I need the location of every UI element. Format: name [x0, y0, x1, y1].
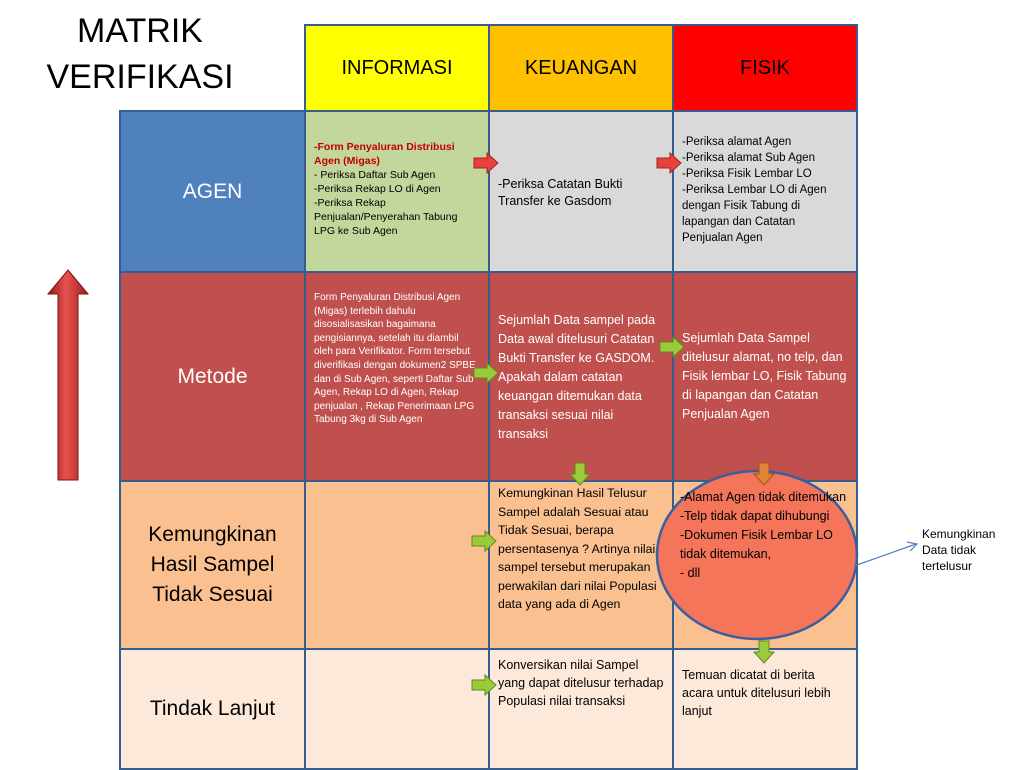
- row-label-tindak-text: Tindak Lanjut: [149, 697, 276, 720]
- header-fisik: [672, 24, 858, 112]
- kemungkinan-fisik-text: [676, 488, 860, 583]
- tindak-fisik-text: Temuan dicatat di berita acara untuk ditelusuri lebih lanjut: [682, 668, 831, 718]
- row-label-kemungkinan: [119, 480, 306, 650]
- down-arrow-icon: [753, 640, 775, 664]
- down-arrow-icon: [753, 462, 775, 486]
- kemungkinan-fisik-line: -Alamat Agen tidak ditemukan: [680, 490, 847, 504]
- header-fisik-label: FISIK: [739, 56, 790, 79]
- metode-informasi-text: Form Penyaluran Distribusi Agen (Migas) terlebih dahulu disosialisasikan bagaimana pengisiannya, setelah itu diambil oleh para Verifikator. Form tersebut diverifikasi dengan dokumen2 SPBE dan di Sub Agen, seperti Daftar Sub Agen, Rekap LO di Agen, Rekap penjualan , Rekap Penerimaan LPG Tabung 3kg di Sub Agen: [314, 292, 476, 426]
- row-label-agen-text: AGEN: [182, 179, 243, 203]
- header-informasi: [304, 24, 490, 112]
- vertical-up-arrow-icon: [44, 268, 92, 484]
- cell-metode-fisik: [672, 271, 858, 482]
- title-line-1: MATRIK: [77, 12, 203, 50]
- tindak-keuangan-text: Konversikan nilai Sampel yang dapat ditelusur terhadap Populasi nilai transaksi: [498, 658, 664, 708]
- agen-fisik-line: -Periksa Lembar LO di Agen dengan Fisik Tabung di lapangan dan Catatan Penjualan Agen: [682, 184, 827, 244]
- agen-keuangan-text: -Periksa Catatan Bukti Transfer ke Gasdom: [498, 177, 623, 208]
- kemungkinan-fisik-line: - dll: [680, 566, 701, 580]
- title-line-2: VERIFIKASI: [46, 58, 234, 96]
- cell-kemungkinan-keuangan: [488, 480, 674, 650]
- page-title: [30, 8, 250, 100]
- right-arrow-icon: [473, 152, 499, 174]
- kemungkinan-fisik-line: -Telp tidak dapat dihubungi: [680, 509, 830, 523]
- side-note: Kemungkinan Data tidak tertelusur: [922, 527, 996, 573]
- agen-informasi-line: - Periksa Daftar Sub Agen: [314, 169, 436, 181]
- agen-informasi-line: -Periksa Rekap LO di Agen: [314, 183, 441, 195]
- down-arrow-icon: [569, 462, 591, 486]
- cell-agen-keuangan: [488, 110, 674, 273]
- right-arrow-icon: [471, 674, 497, 696]
- right-arrow-icon: [471, 530, 497, 552]
- header-keuangan: [488, 24, 674, 112]
- header-keuangan-label: KEUANGAN: [524, 56, 638, 79]
- metode-keuangan-text: Sejumlah Data sampel pada Data awal ditelusuri Catatan Bukti Transfer ke GASDOM. Apakah dalam catatan keuangan ditemukan data transaksi sesuai nilai transaksi: [498, 313, 656, 441]
- agen-fisik-line: -Periksa alamat Agen: [682, 136, 792, 148]
- right-arrow-icon: [659, 336, 685, 358]
- right-arrow-icon: [473, 362, 499, 384]
- cell-kemungkinan-informasi: [304, 480, 490, 650]
- row-label-metode: [119, 271, 306, 482]
- header-informasi-label: INFORMASI: [341, 56, 453, 79]
- kemungkinan-fisik-line: -Dokumen Fisik Lembar LO tidak ditemukan,: [680, 528, 833, 561]
- kemungkinan-keuangan-text: Kemungkinan Hasil Telusur Sampel adalah Sesuai atau Tidak Sesuai, berapa persentasenya ? Artinya nilai sampel tersebut merupakan perwakilan dari nilai Populasi data yang ada di Agen: [498, 486, 657, 611]
- cell-metode-keuangan: [488, 271, 674, 482]
- right-arrow-icon: [656, 152, 682, 174]
- agen-fisik-line: -Periksa alamat Sub Agen: [682, 152, 815, 164]
- row-label-agen: [119, 110, 306, 273]
- cell-tindak-keuangan: [488, 648, 674, 770]
- agen-informasi-heading: -Form Penyaluran Distribusi Agen (Migas): [314, 141, 455, 167]
- row-label-metode-text: Metode: [177, 364, 248, 388]
- agen-informasi-line: -Periksa Rekap Penjualan/Penyerahan Tabung LPG ke Sub Agen: [314, 197, 458, 237]
- cell-agen-fisik: [672, 110, 858, 273]
- row-label-kemungkinan-text: Kemungkinan Hasil Sampel Tidak Sesuai: [148, 523, 277, 606]
- cell-metode-informasi: [304, 271, 490, 482]
- metode-fisik-text: Sejumlah Data Sampel ditelusur alamat, no telp, dan Fisik lembar LO, Fisik Tabung di lapangan dan Catatan Penjualan Agen: [682, 331, 847, 421]
- row-label-tindak: [119, 648, 306, 770]
- cell-tindak-fisik: [672, 648, 858, 770]
- cell-tindak-informasi: [304, 648, 490, 770]
- cell-agen-informasi: [304, 110, 490, 273]
- agen-fisik-line: -Periksa Fisik Lembar LO: [682, 168, 812, 180]
- callout-arrow-icon: [852, 540, 922, 570]
